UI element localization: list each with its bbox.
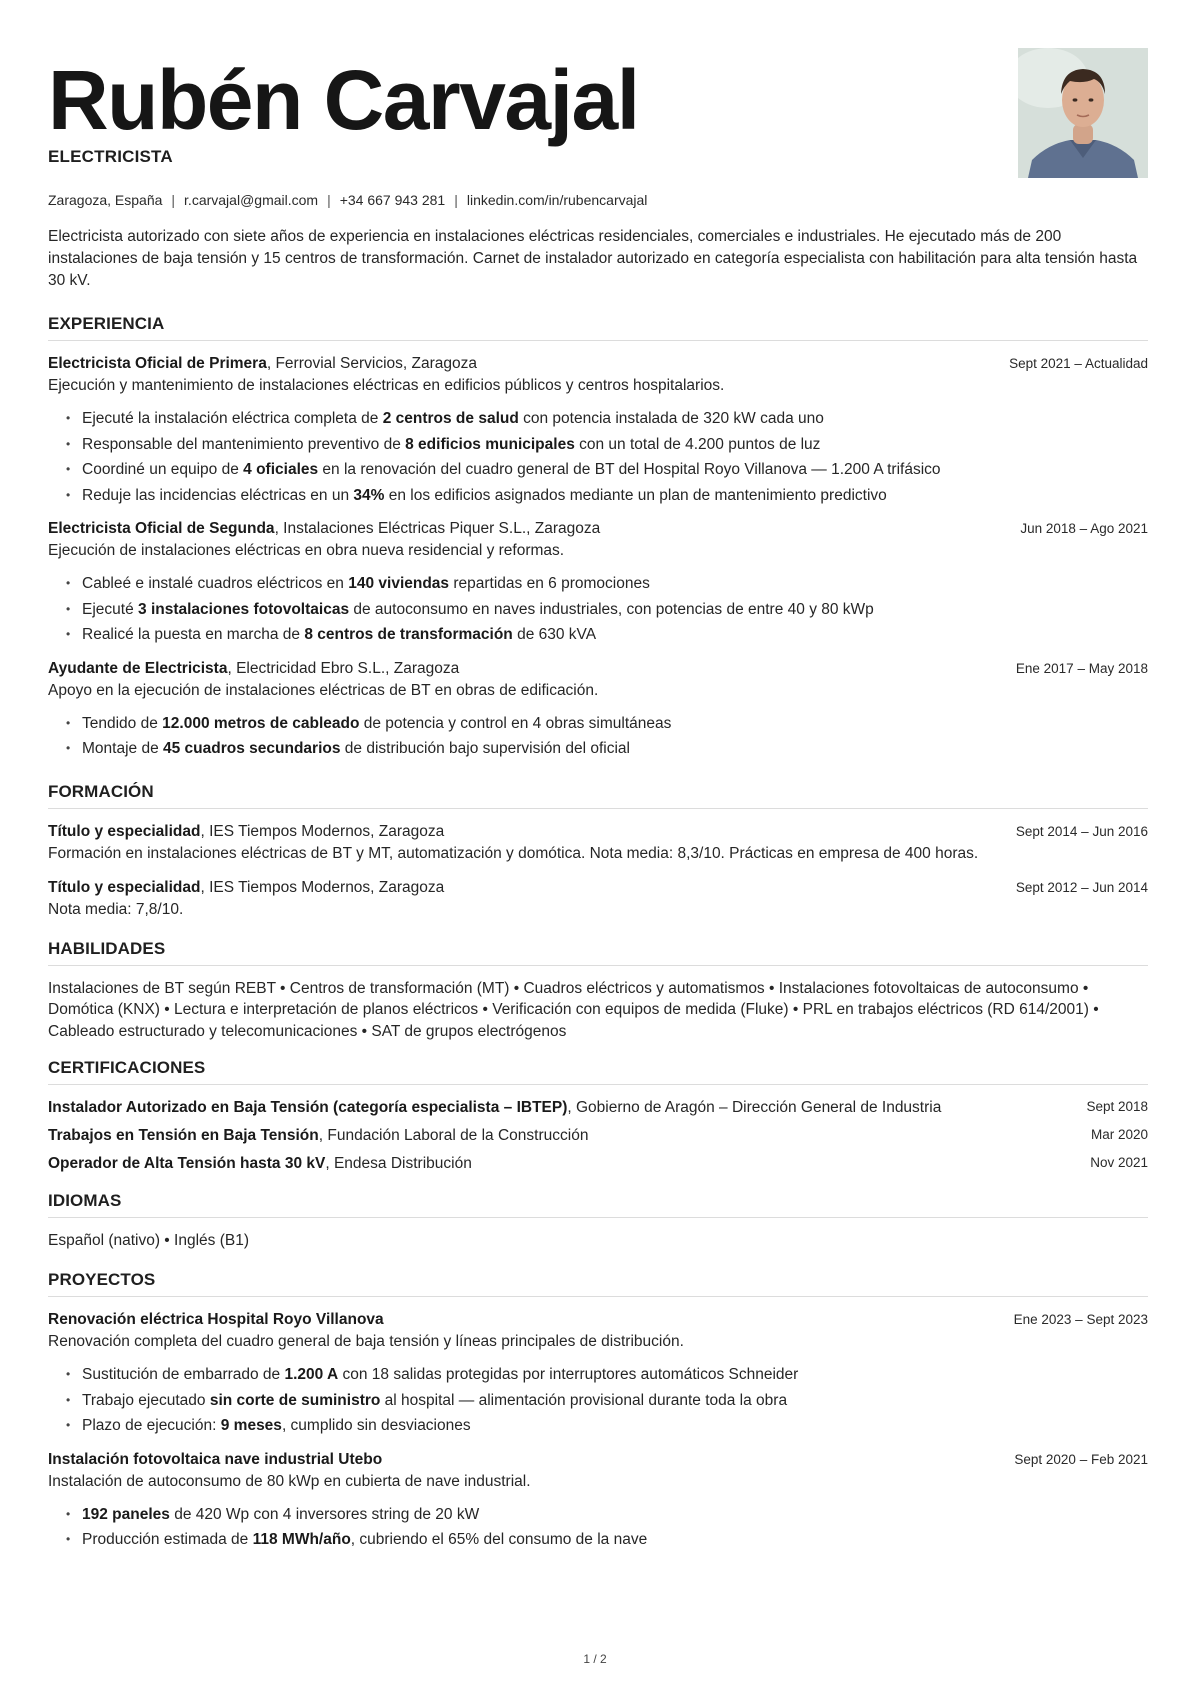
achievement-item (66, 1413, 1148, 1439)
achievement-text: Producción estimada de (82, 1531, 253, 1548)
profile-photo (1018, 48, 1148, 178)
certification-date: Nov 2021 (1090, 1155, 1148, 1170)
education-list (48, 821, 1148, 921)
achievement-highlight: 1.200 A (284, 1366, 339, 1383)
contact-email[interactable]: r.carvajal@gmail.com (184, 192, 319, 208)
certification-item (48, 1153, 1148, 1175)
certification-title: Operador de Alta Tensión hasta 30 kV (48, 1155, 326, 1172)
achievement-text: con un total de 4.200 puntos de luz (574, 435, 821, 453)
section-title-skills: HABILIDADES (48, 939, 1148, 966)
achievement-highlight: 118 MWh/año (252, 1531, 351, 1548)
entry-organization: , Instalaciones Eléctricas Piquer S.L., Zaragoza (274, 520, 601, 537)
achievement-text: Montaje de (82, 740, 163, 757)
section-skills (48, 939, 1148, 1043)
achievement-item (66, 1527, 1148, 1553)
achievement-text: Ejecuté la instalación eléctrica completa de (82, 410, 383, 427)
certifications-list (48, 1097, 1148, 1175)
achievement-text: de autoconsumo en naves industriales, con potencias de entre 40 y 80 kWp (349, 600, 874, 618)
certification-issuer: , Endesa Distribución (325, 1155, 472, 1172)
achievement-text: en la renovación del cuadro general de BT del Hospital Royo Villanova — 1.200 A trifásico (318, 461, 941, 478)
achievement-text: Tendido de (82, 714, 163, 732)
certification-title: Trabajos en Tensión en Baja Tensión (48, 1127, 319, 1144)
achievement-text: de 420 Wp con 4 inversores string de 20 kW (169, 1505, 480, 1523)
education-entry (48, 877, 1148, 921)
achievement-item (66, 1388, 1148, 1414)
achievement-highlight: 9 meses (220, 1417, 282, 1434)
achievement-text: Coordiné un equipo de (82, 461, 244, 478)
achievement-text: , cumplido sin desviaciones (281, 1417, 471, 1434)
candidate-role: ELECTRICISTA (48, 147, 173, 166)
achievement-highlight: 8 centros de transformación (304, 626, 513, 643)
resume-page (48, 0, 1148, 1683)
candidate-name: Rubén Carvajal (48, 53, 639, 147)
achievement-highlight: 34% (353, 486, 385, 504)
section-projects (48, 1270, 1148, 1553)
resume-header (48, 0, 1148, 208)
entry-heading (48, 353, 1148, 375)
achievement-text: Responsable del mantenimiento preventivo de (82, 435, 406, 453)
certification-issuer: , Gobierno de Aragón – Dirección General de Industria (567, 1099, 942, 1116)
achievement-list (48, 406, 1148, 508)
professional-summary: Electricista autorizado con siete años de experiencia en instalaciones eléctricas residenciales, comerciales e industriales. He ejecutado más de 200 instalaciones de baja tensión y 15 centros de transformación. Carnet de instalador autorizado en categoría especialista con habilitación para alta tensión hasta 30 kV. (48, 228, 1138, 289)
entry-description: Formación en instalaciones eléctricas de BT y MT, automatización y domótica. Nota media: 8,3/10. Prácticas en empresa de 400 horas. (48, 844, 979, 862)
contact-line (48, 192, 647, 208)
achievement-item (66, 457, 1148, 483)
achievement-item (66, 1362, 1148, 1388)
entry-title: Instalación fotovoltaica nave industrial Utebo (48, 1450, 383, 1468)
experience-entry (48, 1309, 1148, 1439)
contact-linkedin[interactable]: linkedin.com/in/rubencarvajal (466, 192, 648, 208)
certification-item (48, 1097, 1148, 1119)
experience-entry (48, 1449, 1148, 1553)
achievement-text: Sustitución de embarrado de (82, 1366, 285, 1383)
achievement-highlight: 4 oficiales (243, 461, 319, 478)
achievement-highlight: 8 edificios municipales (405, 435, 575, 453)
entry-description: Ejecución de instalaciones eléctricas en obra nueva residencial y reformas. (48, 542, 565, 559)
entry-description: Apoyo en la ejecución de instalaciones eléctricas de BT en obras de edificación. (48, 681, 599, 699)
page-number: 1 / 2 (583, 1652, 607, 1666)
entry-organization: , Ferrovial Servicios, Zaragoza (266, 355, 478, 372)
achievement-text: al hospital — alimentación provisional durante toda la obra (380, 1391, 788, 1409)
section-title-experience: EXPERIENCIA (48, 314, 1148, 341)
achievement-highlight: 12.000 metros de cableado (162, 714, 360, 732)
certification-item (48, 1125, 1148, 1147)
achievement-item (66, 483, 1148, 509)
entry-organization: , IES Tiempos Modernos, Zaragoza (200, 878, 445, 896)
entry-heading (48, 658, 1148, 680)
entry-description: Instalación de autoconsumo de 80 kWp en cubierta de nave industrial. (48, 1472, 531, 1490)
achievement-item (66, 571, 1148, 597)
achievement-item (66, 406, 1148, 432)
achievement-list (48, 1502, 1148, 1553)
entry-description: Renovación completa del cuadro general de baja tensión y líneas principales de distribución. (48, 1333, 684, 1350)
contact-location: Zaragoza, España (48, 192, 163, 208)
achievement-text: con 18 salidas protegidas por interruptores automáticos Schneider (338, 1366, 799, 1383)
entry-title: Electricista Oficial de Segunda (48, 520, 275, 537)
achievement-text: Cableé e instalé cuadros eléctricos en (82, 575, 349, 592)
entry-date: Jun 2018 – Ago 2021 (1020, 521, 1148, 536)
achievement-text: Ejecuté (82, 600, 139, 618)
achievement-text: en los edificios asignados mediante un plan de mantenimiento predictivo (384, 486, 887, 504)
entry-heading (48, 518, 1148, 540)
entry-heading (48, 877, 1148, 899)
section-experience (48, 314, 1148, 762)
achievement-text: Plazo de ejecución: (82, 1417, 221, 1434)
achievement-text: Realicé la puesta en marcha de (82, 626, 305, 643)
achievement-highlight: sin corte de suministro (209, 1391, 381, 1409)
section-title-education: FORMACIÓN (48, 782, 1148, 809)
achievement-highlight: 140 viviendas (348, 575, 450, 592)
achievement-text: con potencia instalada de 320 kW cada uno (518, 410, 824, 427)
achievement-list (48, 571, 1148, 648)
achievement-item (66, 1502, 1148, 1528)
section-education (48, 782, 1148, 921)
certification-issuer: , Fundación Laboral de la Construcción (318, 1127, 589, 1144)
experience-entry (48, 353, 1148, 508)
certification-title: Instalador Autorizado en Baja Tensión (categoría especialista – IBTEP) (48, 1099, 568, 1116)
experience-list (48, 353, 1148, 762)
experience-entry (48, 658, 1148, 762)
achievement-text: de distribución bajo supervisión del oficial (340, 740, 630, 757)
achievement-list (48, 711, 1148, 762)
entry-date: Sept 2020 – Feb 2021 (1014, 1451, 1148, 1467)
entry-organization: , IES Tiempos Modernos, Zaragoza (200, 822, 445, 840)
entry-organization: , Electricidad Ebro S.L., Zaragoza (227, 659, 460, 677)
section-languages (48, 1191, 1148, 1252)
entry-date: Sept 2012 – Jun 2014 (1015, 879, 1148, 895)
section-certifications (48, 1058, 1148, 1175)
entry-description: Ejecución y mantenimiento de instalaciones eléctricas en edificios públicos y centros hospitalarios. (48, 377, 725, 394)
entry-date: Sept 2014 – Jun 2016 (1015, 823, 1148, 839)
achievement-item (66, 622, 1148, 648)
entry-description: Nota media: 7,8/10. (48, 900, 184, 918)
entry-title: Electricista Oficial de Primera (48, 355, 267, 372)
contact-separator: | (454, 192, 458, 208)
achievement-text: de 630 kVA (512, 626, 597, 643)
section-title-projects: PROYECTOS (48, 1270, 1148, 1297)
entry-date: Ene 2017 – May 2018 (1015, 660, 1148, 676)
achievement-highlight: 192 paneles (82, 1505, 170, 1523)
achievement-highlight: 45 cuadros secundarios (163, 740, 341, 757)
achievement-item (66, 432, 1148, 458)
entry-heading (48, 1449, 1148, 1471)
languages-list: Español (nativo) • Inglés (B1) (48, 1232, 249, 1249)
projects-list (48, 1309, 1148, 1553)
achievement-text: de potencia y control en 4 obras simultáneas (359, 714, 672, 732)
contact-phone[interactable]: +34 667 943 281 (339, 192, 446, 208)
achievement-text: , cubriendo el 65% del consumo de la nave (350, 1531, 648, 1548)
achievement-item (66, 597, 1148, 623)
entry-title: Ayudante de Electricista (48, 659, 228, 677)
entry-title: Título y especialidad (48, 822, 201, 840)
achievement-highlight: 3 instalaciones fotovoltaicas (138, 600, 350, 618)
certification-date: Sept 2018 (1086, 1099, 1148, 1114)
entry-heading (48, 1309, 1148, 1331)
profile-photo-illustration (1018, 48, 1148, 178)
skills-list: Instalaciones de BT según REBT • Centros de transformación (MT) • Cuadros eléctricos y automatismos • Instalaciones fotovoltaicas de autoconsumo • Domótica (KNX) • Lectura e interpretación de planos eléctricos • Verificación con equipos de medida (Fluke) • PRL en trabajos eléctricos (RD 614/2001) • Cableado estructurado y telecomunicaciones • SAT de grupos electrógenos (48, 979, 1099, 1040)
achievement-text: Trabajo ejecutado (82, 1391, 210, 1409)
experience-entry (48, 518, 1148, 648)
achievement-text: Reduje las incidencias eléctricas en un (82, 486, 354, 504)
entry-title: Título y especialidad (48, 878, 201, 896)
section-title-certifications: CERTIFICACIONES (48, 1058, 1148, 1085)
entry-heading (48, 821, 1148, 843)
entry-date: Ene 2023 – Sept 2023 (1013, 1312, 1148, 1327)
achievement-highlight: 2 centros de salud (382, 410, 519, 427)
certification-date: Mar 2020 (1090, 1127, 1148, 1142)
achievement-list (48, 1362, 1148, 1439)
contact-separator: | (327, 192, 331, 208)
achievement-text: repartidas en 6 promociones (449, 575, 650, 592)
section-title-languages: IDIOMAS (48, 1191, 1148, 1218)
entry-date: Sept 2021 – Actualidad (1009, 356, 1148, 371)
education-entry (48, 821, 1148, 865)
contact-separator: | (171, 192, 176, 208)
achievement-item (66, 711, 1148, 737)
entry-title: Renovación eléctrica Hospital Royo Villanova (48, 1311, 384, 1328)
achievement-item (66, 736, 1148, 762)
